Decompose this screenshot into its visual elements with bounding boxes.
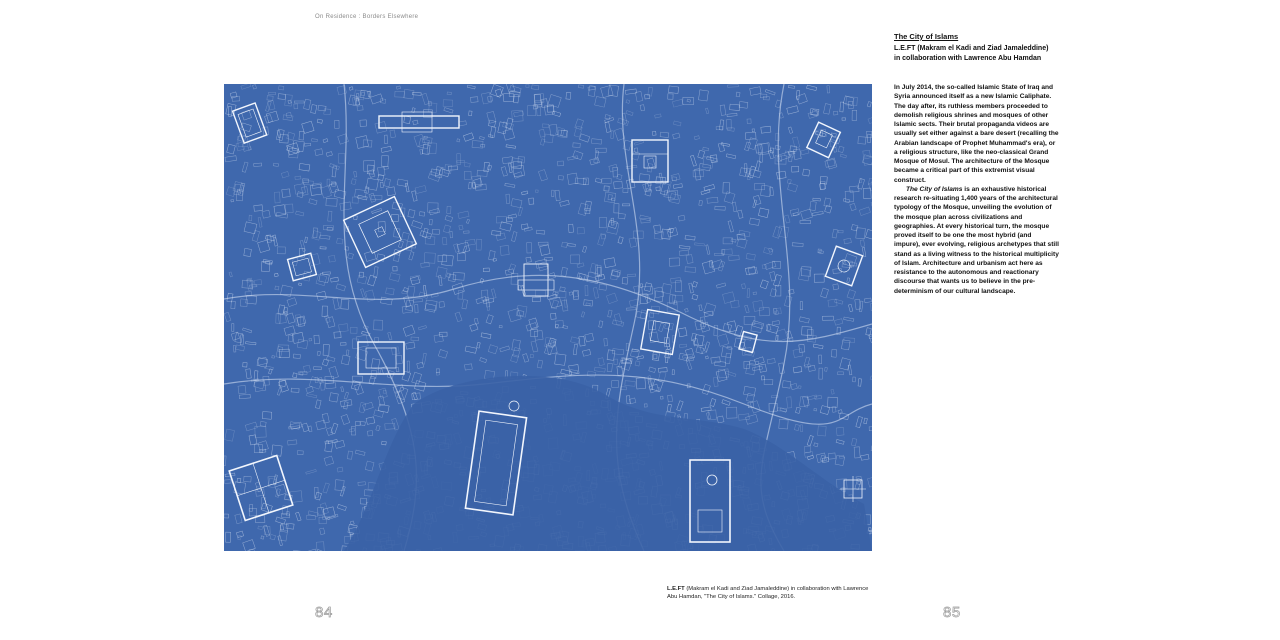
credit-line: in collaboration with Lawrence Abu Hamdan — [894, 55, 1042, 62]
caption-text: (Makram el Kadi and Ziad Jamaleddine) in collaboration with Lawrence Abu Hamdan, "The City of Islams." Collage, 2016. — [667, 586, 869, 600]
running-header: On Residence : Borders Elsewhere — [315, 14, 419, 20]
caption-author: L.E.FT — [667, 586, 685, 592]
mosque-plan — [840, 476, 866, 502]
blueprint-map — [224, 84, 872, 551]
credit-line: L.E.FT (Makram el Kadi and Ziad Jamaleddine) — [894, 45, 1049, 52]
page-number-right: 85 — [943, 604, 961, 621]
work-title: The City of Islams — [906, 185, 963, 193]
body-paragraph: In July 2014, the so-called Islamic State of Iraq and Syria announced itself as a new Islamic Caliphate. The day after, its ruthless members proceeded to demolish religious shrines and mosques of other Islamic sects. Their brutal propaganda videos are usually set either against a bare desert (recalling the Arabian landscape of Prophet Muhammad's era), or a religious structure, like the neo-classical Grand Mosque of Mosul. The architecture of the Mosque became a critical part of this extremist visual construct. — [894, 84, 1059, 184]
article-title: The City of Islams — [894, 32, 959, 41]
article-body — [894, 83, 1059, 296]
body-paragraph-rest: is an exhaustive historical research re-situating 1,400 years of the architectural typology of the Mosque, unveiling the evolution of the mosque plan across civilizations and geographies. At every historical turn, the mosque proved itself to be one the most hybrid (and impure), ever evolving, religious archetypes that still stand as a living witness to the historical multiplicity of Islam. Architecture and urbanism act here as resistance to the autonomous and reactionary discourse that wants us to believe in the pre-determinism of our cultural landscape. — [894, 185, 1059, 295]
body-paragraph — [894, 185, 1059, 296]
page-number-left: 84 — [315, 604, 333, 621]
article-credit — [894, 44, 1074, 64]
figure-caption — [667, 586, 877, 601]
collage-map-figure — [224, 84, 872, 551]
